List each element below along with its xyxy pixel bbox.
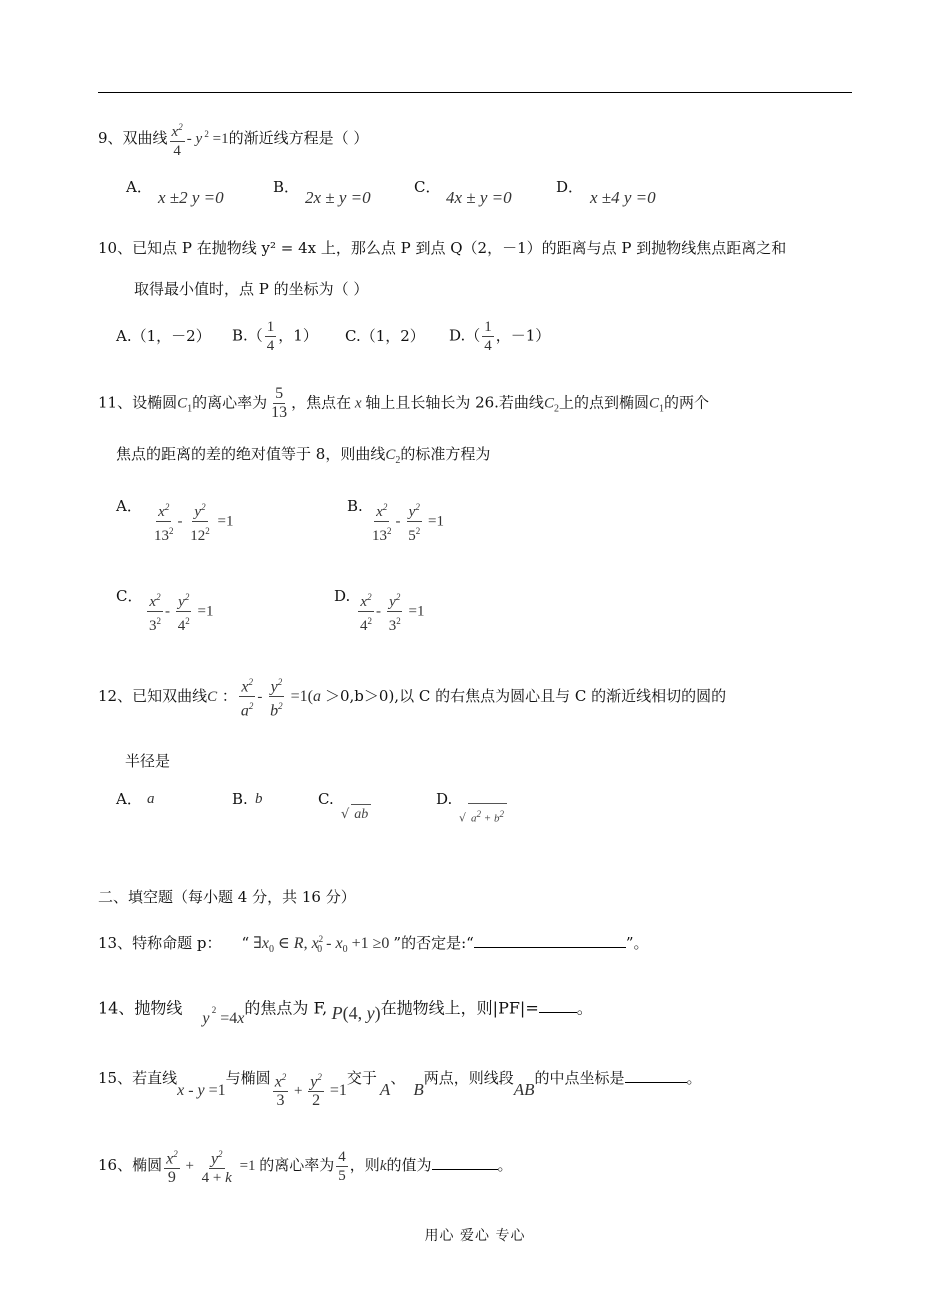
q9-opt-b: 2x ± y =0 [305,188,371,207]
question-16: 16、椭圆 $\frac{x^2}{9}$ + $\frac{y^2}{4 + k}$ =1 的离心率为 $\frac{4}{5}$ ，则k的值为 。 [98,1145,513,1187]
q11-opt-b-label: B. [347,497,363,515]
question-11-line1: 11、设椭圆$C_1$的离心率为 $\frac{5}{13}$ ，焦点在 x 轴上且长轴长为 26.若曲线$C_2$上的点到椭圆$C_1$的两个 [98,385,709,421]
q9-opt-c-label: C． [414,178,441,196]
q10-opt-c: C.（1，2） [345,327,425,345]
q10-opt-a: A.（1，－2） [116,327,211,345]
question-14: 14、抛物线y $^2$ =4x的焦点为 F, P(4, y)在抛物线上，则|PF|= 。 [98,998,593,1028]
page-footer: 用心 爱心 专心 [424,1228,526,1244]
q9-opt-d-label: D． [556,178,584,196]
q11-opt-b: $\frac{x^2}{13^2}$ - $\frac{y^2}{5^2}$ =1 [368,498,444,545]
q9-opt-c: 4x ± y =0 [446,188,512,207]
question-13: 13、特称命题 p： “ $\exists x_0$ ∈ R, $x^2_0 - x_0 +1 \ge 0$ ”的否定是:“ ”。 [98,934,649,955]
q11-opt-c-label: C． [116,587,143,605]
question-12-line2: 半径是 [125,752,171,770]
q12-opt-d-label: D. [436,790,453,808]
q12-opt-b: b [255,791,263,807]
q12-opt-c-label: C. [318,790,334,808]
q11-opt-d-label: D. [334,587,351,605]
q12-opt-c: √ ab [341,803,371,825]
question-10-line1: 10、已知点 P 在抛物线 y² = 4x 上，那么点 P 到点 Q（2，－1）的距离与点 P 到抛物线焦点距离之和 [98,239,787,257]
section-2-title: 二、填空题（每小题 4 分，共 16 分） [98,888,356,906]
q11-opt-a-label: A． [116,497,142,515]
question-15: 15、若直线x - y =1与椭圆 $\frac{x^2}{3}$ + $\frac{y^2}{2}$ =1交于A、B两点，则线段AB的中点坐标是 。 [98,1069,702,1110]
q11-opt-c: $\frac{x^2}{3^2}$ - $\frac{y^2}{4^2}$ =1 [145,588,213,635]
q9-frac: $\frac{x^2}{4}$ [170,118,185,160]
q9-opt-b-label: B． [273,178,300,196]
q12-opt-a: a [147,791,155,807]
q9-opt-a: x ±2 y =0 [158,188,224,207]
question-11-line2: 焦点的距离的差的绝对值等于 8，则曲线$C_2$的标准方程为 [116,445,491,466]
q12-opt-d: √ $a^2 + b^2$ [459,803,507,829]
q11-opt-a: $\frac{x^2}{13^2}$ - $\frac{y^2}{12^2}$ =1 [150,498,233,545]
q12-opt-b-label: B. [232,790,248,808]
q12-opt-a-label: A． [116,790,142,808]
q11-opt-d: $\frac{x^2}{4^2}$ - $\frac{y^2}{3^2}$ =1 [356,588,424,635]
question-9: 9、双曲线 $\frac{x^2}{4}$ - y $^2$ =1的渐近线方程是（ ） [98,118,368,160]
question-10-line2: 取得最小值时，点 P 的坐标为（ ） [134,280,369,298]
q10-opt-d: D.（ $\frac{1}{4}$ ，－1） [449,319,551,354]
header-rule [98,92,852,93]
question-12-line1: 12、已知双曲线C ： $\frac{x^2}{a^2}$ - $\frac{y^2}{b^2}$ =1(a ＞0,b＞0),以 C 的右焦点为圆心且与 C 的渐近线相切的圆的 [98,673,726,721]
q9-opt-d: x ±4 y =0 [590,188,656,207]
q9-opt-a-label: A． [126,178,152,196]
q10-opt-b: B.（ $\frac{1}{4}$ ，1） [232,319,318,354]
